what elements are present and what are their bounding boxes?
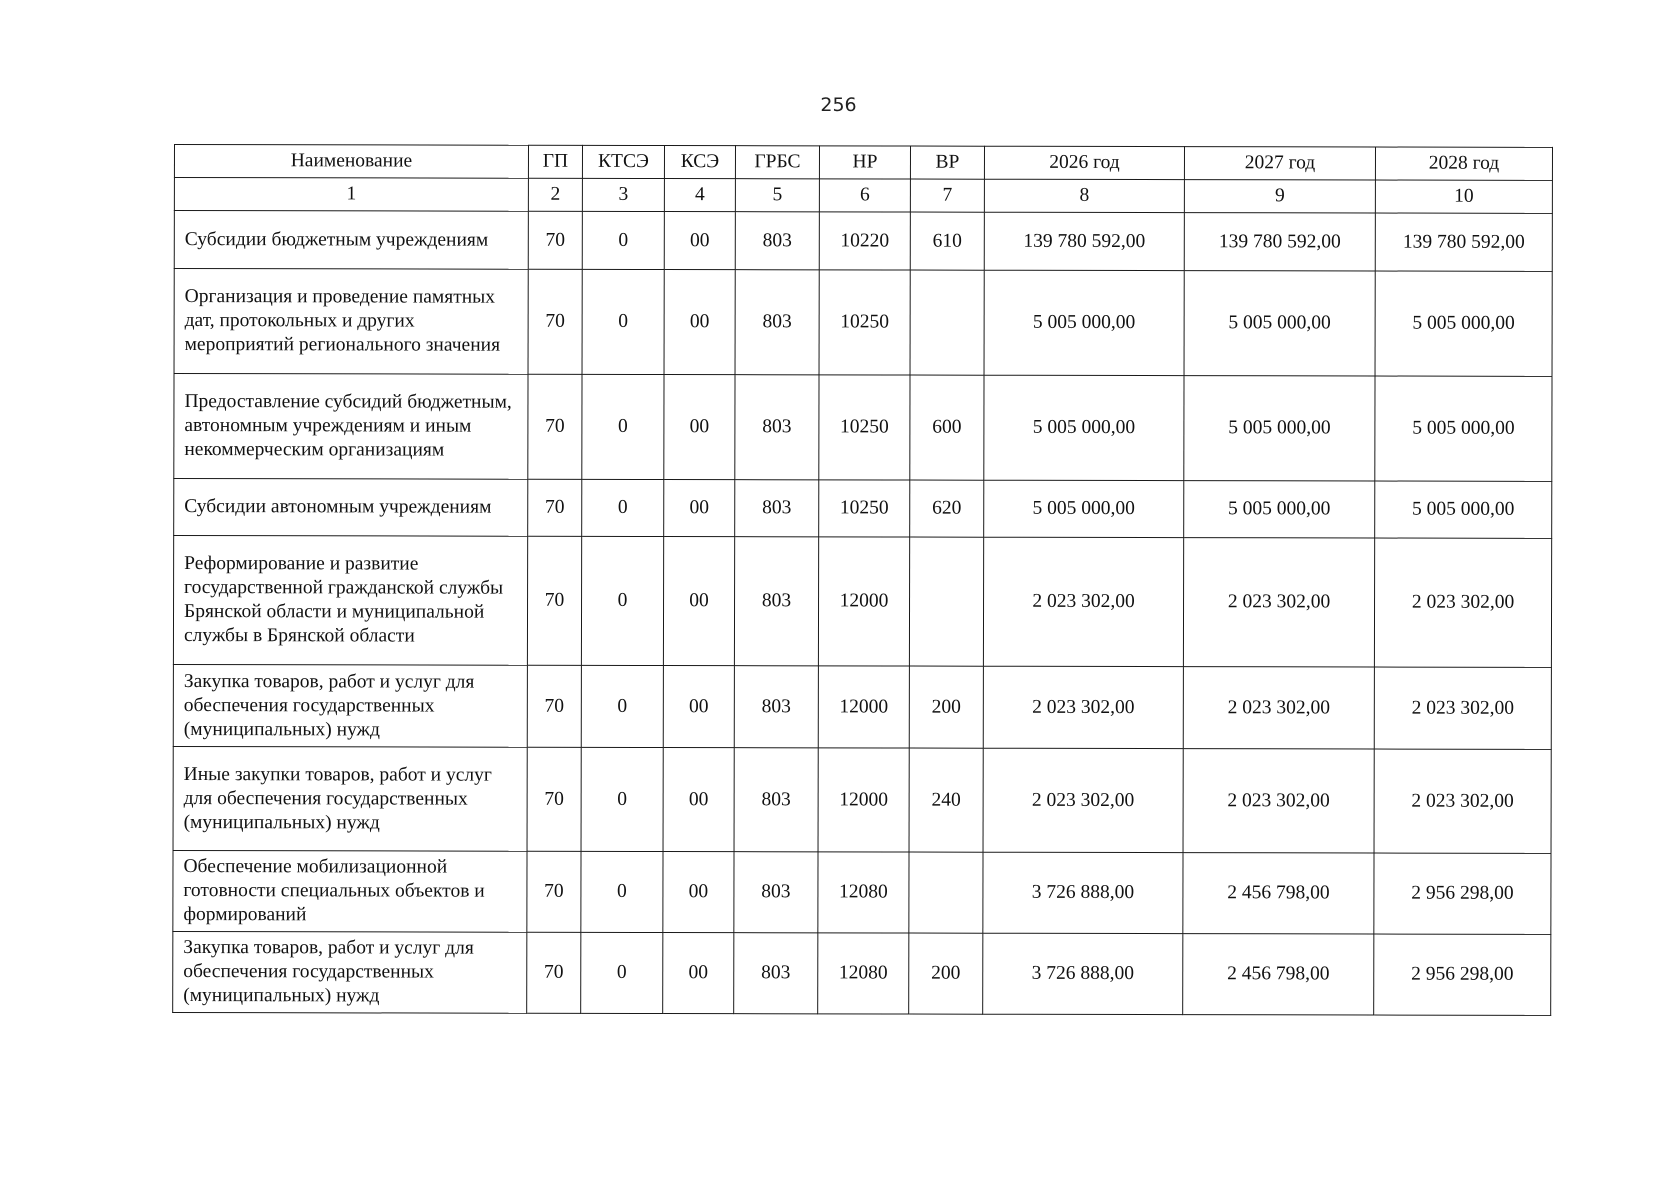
table-row [173, 536, 1551, 668]
cell-kse: 00 [663, 537, 734, 666]
cell-2028: 5 005 000,00 [1375, 271, 1552, 376]
column-number: 4 [664, 179, 735, 212]
column-number-row [174, 178, 1552, 214]
cell-gp: 70 [527, 536, 581, 665]
cell-grbs: 803 [734, 852, 818, 933]
row-name: Закупка товаров, работ и услуг для обеспечения государственных (муниципальных) нужд [173, 931, 527, 1013]
header-year-2026: 2026 год [984, 146, 1184, 179]
cell-vr [909, 852, 983, 933]
column-number: 7 [910, 179, 984, 212]
cell-2027: 2 456 798,00 [1183, 853, 1374, 934]
cell-kse: 00 [664, 375, 735, 480]
cell-2026: 5 005 000,00 [984, 480, 1184, 537]
header-vr: ВР [910, 146, 984, 179]
cell-vr [910, 270, 984, 375]
cell-grbs: 803 [735, 375, 819, 480]
cell-gp: 70 [527, 747, 581, 851]
cell-2026: 2 023 302,00 [983, 748, 1183, 852]
header-year-2027: 2027 год [1184, 147, 1375, 180]
cell-gp: 70 [528, 479, 582, 536]
cell-kse: 00 [664, 270, 735, 375]
header-grbs: ГРБС [735, 146, 819, 179]
cell-nr: 12000 [818, 666, 909, 748]
cell-2026: 2 023 302,00 [983, 666, 1183, 748]
cell-gp: 70 [528, 269, 582, 374]
cell-2027: 2 023 302,00 [1183, 667, 1374, 749]
cell-gp: 70 [528, 211, 582, 269]
column-number: 9 [1184, 180, 1375, 213]
cell-2027: 5 005 000,00 [1184, 271, 1375, 376]
row-name: Предоставление субсидий бюджетным, автономным учреждениям и иным некоммерческим организациям [174, 374, 528, 480]
cell-2028: 5 005 000,00 [1375, 481, 1552, 538]
header-year-2028: 2028 год [1375, 147, 1552, 180]
header-gp: ГП [528, 145, 582, 178]
cell-vr: 200 [909, 666, 983, 748]
cell-ktse: 0 [581, 747, 663, 851]
cell-grbs: 803 [734, 537, 818, 666]
column-number: 3 [582, 178, 664, 211]
cell-grbs: 803 [734, 933, 818, 1014]
cell-ktse: 0 [581, 536, 663, 665]
cell-nr: 10250 [819, 270, 910, 375]
cell-2026: 3 726 888,00 [983, 933, 1183, 1014]
cell-vr [909, 537, 983, 666]
cell-nr: 10250 [819, 375, 910, 480]
cell-grbs: 803 [735, 270, 819, 375]
cell-kse: 00 [664, 480, 735, 537]
cell-2027: 5 005 000,00 [1184, 376, 1375, 481]
cell-2026: 5 005 000,00 [984, 270, 1184, 375]
cell-2028: 2 023 302,00 [1374, 538, 1551, 667]
cell-2027: 2 023 302,00 [1183, 538, 1374, 667]
cell-ktse: 0 [582, 479, 664, 536]
cell-nr: 12000 [818, 748, 909, 852]
cell-grbs: 803 [735, 212, 819, 270]
cell-grbs: 803 [734, 666, 818, 748]
cell-2028: 2 956 298,00 [1374, 934, 1551, 1015]
cell-ktse: 0 [581, 851, 663, 932]
cell-ktse: 0 [581, 932, 663, 1013]
cell-grbs: 803 [735, 480, 819, 537]
cell-2027: 2 023 302,00 [1183, 749, 1374, 853]
budget-table [172, 144, 1553, 1016]
cell-2028: 2 023 302,00 [1374, 667, 1551, 749]
row-name: Закупка товаров, работ и услуг для обеспечения государственных (муниципальных) нужд [173, 664, 527, 747]
cell-kse: 00 [663, 748, 734, 852]
table-row [174, 269, 1552, 377]
header-nr: НР [819, 146, 910, 179]
table-row [173, 746, 1551, 853]
cell-2028: 5 005 000,00 [1375, 376, 1552, 481]
header-row [174, 145, 1552, 181]
header-ktse: КТСЭ [582, 145, 664, 178]
cell-ktse: 0 [582, 269, 664, 374]
cell-grbs: 803 [734, 748, 818, 852]
cell-2026: 3 726 888,00 [983, 852, 1183, 933]
cell-ktse: 0 [581, 665, 663, 747]
column-number: 1 [174, 178, 528, 212]
page-number: 256 [820, 94, 857, 116]
cell-nr: 12080 [818, 933, 909, 1014]
table-row [174, 479, 1552, 539]
row-name: Организация и проведение памятных дат, протокольных и других мероприятий регионального значения [174, 269, 528, 375]
cell-2028: 2 023 302,00 [1374, 749, 1551, 853]
row-name: Субсидии автономным учреждениям [174, 479, 528, 537]
cell-nr: 12000 [818, 537, 909, 666]
cell-2027: 139 780 592,00 [1184, 213, 1375, 271]
cell-vr: 240 [909, 748, 983, 852]
column-number: 6 [819, 179, 910, 212]
cell-gp: 70 [528, 374, 582, 479]
cell-gp: 70 [527, 851, 581, 932]
cell-kse: 00 [663, 852, 734, 933]
cell-nr: 12080 [818, 852, 909, 933]
cell-vr: 600 [910, 375, 984, 480]
cell-gp: 70 [527, 932, 581, 1013]
cell-2028: 2 956 298,00 [1374, 853, 1551, 934]
column-number: 2 [528, 178, 582, 211]
cell-2027: 2 456 798,00 [1183, 934, 1374, 1015]
header-kse: КСЭ [664, 146, 735, 179]
row-name: Реформирование и развитие государственной гражданской службы Брянской области и муниципальной службы в Брянской области [173, 536, 527, 666]
table-row [174, 211, 1552, 272]
row-name: Иные закупки товаров, работ и услуг для обеспечения государственных (муниципальных) нужд [173, 746, 527, 851]
table-row [173, 850, 1551, 934]
cell-nr: 10220 [819, 212, 910, 270]
cell-gp: 70 [527, 665, 581, 747]
column-number: 5 [735, 179, 819, 212]
cell-2028: 139 780 592,00 [1375, 213, 1552, 271]
cell-kse: 00 [663, 933, 734, 1014]
cell-kse: 00 [664, 212, 735, 270]
cell-ktse: 0 [582, 374, 664, 479]
cell-2026: 5 005 000,00 [984, 375, 1184, 480]
cell-nr: 10250 [819, 480, 910, 537]
cell-2026: 2 023 302,00 [983, 537, 1183, 666]
cell-ktse: 0 [582, 211, 664, 269]
cell-kse: 00 [663, 666, 734, 748]
cell-2026: 139 780 592,00 [984, 212, 1184, 270]
cell-vr: 620 [910, 480, 984, 537]
table-row [173, 931, 1551, 1015]
header-name: Наименование [174, 145, 528, 179]
table-row [173, 664, 1551, 749]
column-number: 8 [984, 179, 1184, 212]
table-row [174, 374, 1552, 482]
row-name: Обеспечение мобилизационной готовности специальных объектов и формирований [173, 850, 527, 932]
column-number: 10 [1375, 180, 1552, 213]
cell-vr: 200 [909, 933, 983, 1014]
cell-2027: 5 005 000,00 [1184, 481, 1375, 538]
row-name: Субсидии бюджетным учреждениям [174, 211, 528, 270]
cell-vr: 610 [910, 212, 984, 270]
